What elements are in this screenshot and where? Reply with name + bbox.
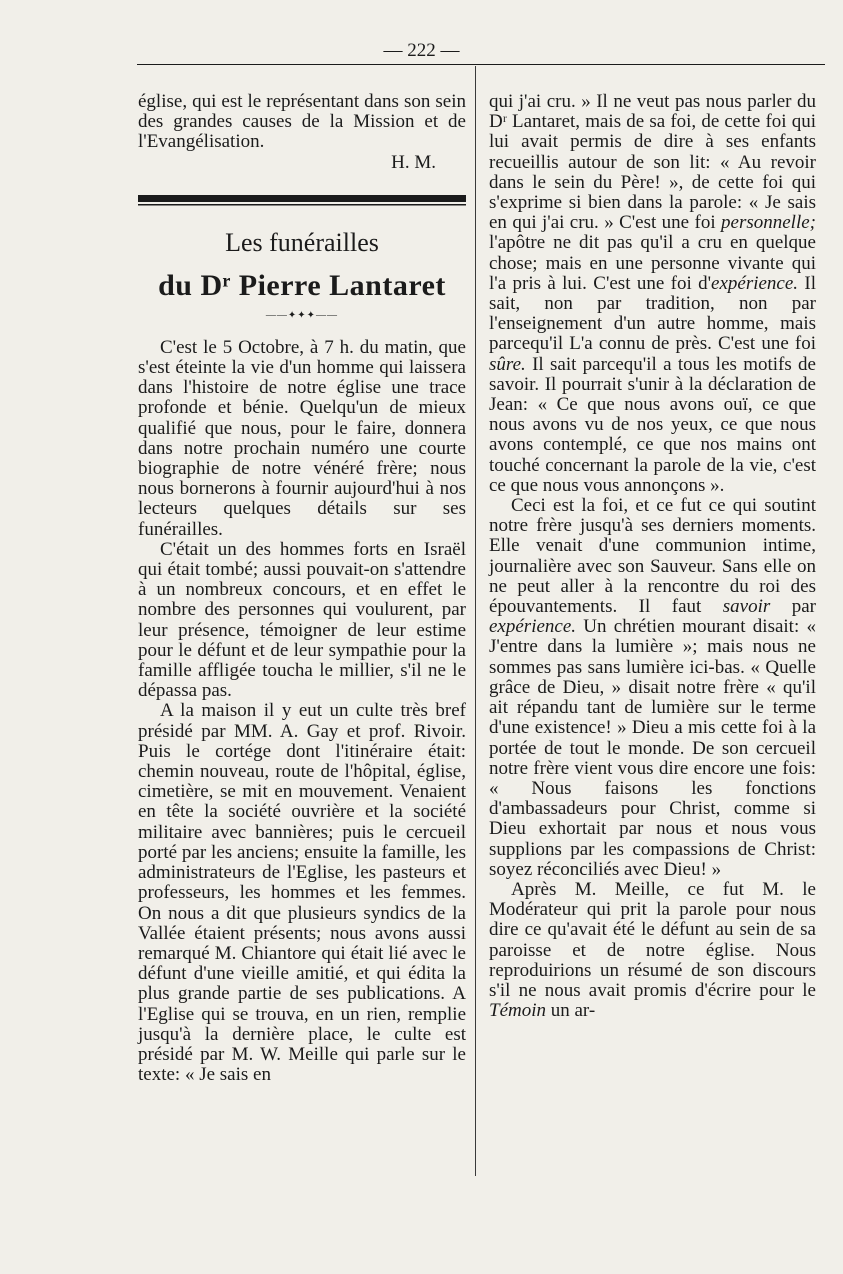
section-rule: [138, 195, 466, 202]
text-run: un ar-: [546, 1000, 596, 1022]
text-run: par: [770, 596, 816, 618]
text-run: qui j'ai cru. » Il ne veut pas nous parler du Dʳ Lantaret, mais de sa foi, de cette foi qui lui avait permis de dire à ses enfants recueillis autour de son lit: « Au revoir dans le sein du Père! », de cette foi qui s'exprime si bien dans la parole: « Je sais en qui j'ai cru. » C'est une foi: [489, 91, 816, 234]
text-run: l'apôtre ne dit pas qu'il a cru en quelque chose; mais en une personne vivante qui l'a pris à lui. C'est une foi d': [489, 232, 816, 294]
emphasis: expérience.: [489, 616, 577, 638]
emphasis: savoir: [722, 596, 771, 618]
paragraph: C'est le 5 Octobre, à 7 h. du matin, que s'est éteinte la vie d'un homme qui laissera dans l'histoire de notre église une trace profonde et bénie. Quelqu'un de mieux qualifié que nous, pour le faire, donnera dans notre prochain numéro une courte biographie de notre vénéré frère; nous nous bornerons à fournir aujourd'hui à nos lecteurs quelques détails sur ses funérailles.: [138, 336, 466, 540]
text-run: Ceci est la foi, et ce fut ce qui soutint notre frère jusqu'à ses derniers moments. Elle venait d'une communion intime, journalière avec son Sauveur. Sans elle on ne peut aller à la rencontre du roi des épouvantements. Il faut: [489, 495, 816, 618]
column-divider: [475, 66, 476, 1176]
right-column: [489, 92, 816, 1021]
signature: H. M.: [391, 151, 436, 173]
text-run: Après M. Meille, ce fut M. le Modérateur qui prit la parole pour nous dire ce qu'avait été le défunt au sein de sa paroisse et de notre église. Nous reproduirions un résumé de son discours s'il ne nous avait promis d'écrire pour le: [489, 878, 816, 1001]
emphasis: personnelle;: [721, 212, 816, 234]
paragraph: C'était un des hommes forts en Israël qui était tombé; aussi pouvait-on s'attendre à un nombreux concours, et en effet le nombre des personnes qui voulurent, par leur présence, témoigner de leur estime pour le défunt et de leur sympathie pour la famille affligée toucha le millier, s'il ne le dépassa pas.: [138, 538, 466, 702]
emphasis: sûre.: [489, 353, 526, 375]
text-run: Il sait parcequ'il a tous les motifs de savoir. Il pourrait s'unir à la déclaration de Jean: « Ce que nous avons ouï, ce que nous avons vu de nos yeux, ce que nous avons contemplé, ce que nos mains ont touché concernant la parole de la vie, c'est ce que nous vous annonçons ».: [489, 353, 816, 496]
paragraph: [489, 880, 816, 1021]
text-run: Un chrétien mourant disait: « J'entre dans la lumière »; mais nous ne sommes pas sans lumière ici-bas. « Quelle grâce de Dieu, » disait notre frère « qu'il ait répandu tant de lumière sur le terme d'une existence! » Dieu a mis cette foi à la portée de tout le monde. De son cercueil notre frère vient vous dire encore une fois: « Nous faisons les fonctions d'ambassadeurs pour Christ, comme si Dieu exhortait par nous et nous vous supplions par les compassions de Christ: soyez réconciliés avec Dieu! »: [489, 616, 816, 880]
paragraph-continued: église, qui est le représentant dans son sein des grandes causes de la Mission et de l'Evangélisation.: [138, 91, 466, 153]
paragraph: [489, 92, 816, 496]
paragraph: A la maison il y eut un culte très bref présidé par MM. A. Gay et prof. Rivoir. Puis le cortége dont l'itinéraire était: chemin nouveau, route de l'hôpital, église, cimetière, se mit en mouvement. Venaient en tête la société ouvrière et la société militaire avec bannières; puis le cercueil porté par les anciens; ensuite la famille, les administrateurs de l'Eglise, les pasteurs et professeurs, les hommes et les femmes. On nous a dit que plusieurs syndics de la Vallée étaient présents; nous avons aussi remarqué M. Chiantore qui était lié avec le défunt d'une vieille amitié, et qui édita la plus grande partie de ses publications. A l'Eglise qui se trouva, en un rien, remplie jusqu'à la dernière place, le culte est présidé par M. W. Meille qui parle sur le texte: « Je sais en: [138, 700, 466, 1086]
ornament-divider: ——✦✦✦——: [265, 309, 339, 321]
emphasis: expérience.: [711, 272, 799, 294]
article-title-line2: du Dʳ Pierre Lantaret: [158, 268, 446, 302]
left-column: [138, 92, 466, 1085]
page-number: — 222 —: [383, 40, 460, 61]
article-title-line1: Les funérailles: [225, 227, 379, 257]
emphasis: Témoin: [489, 1000, 546, 1022]
text-run: Il sait, non par tradition, non par l'enseignement d'un autre homme, mais parcequ'il L'a connu de près. C'est une foi: [489, 272, 817, 355]
header-rule: [137, 64, 825, 65]
paragraph: [489, 496, 816, 880]
